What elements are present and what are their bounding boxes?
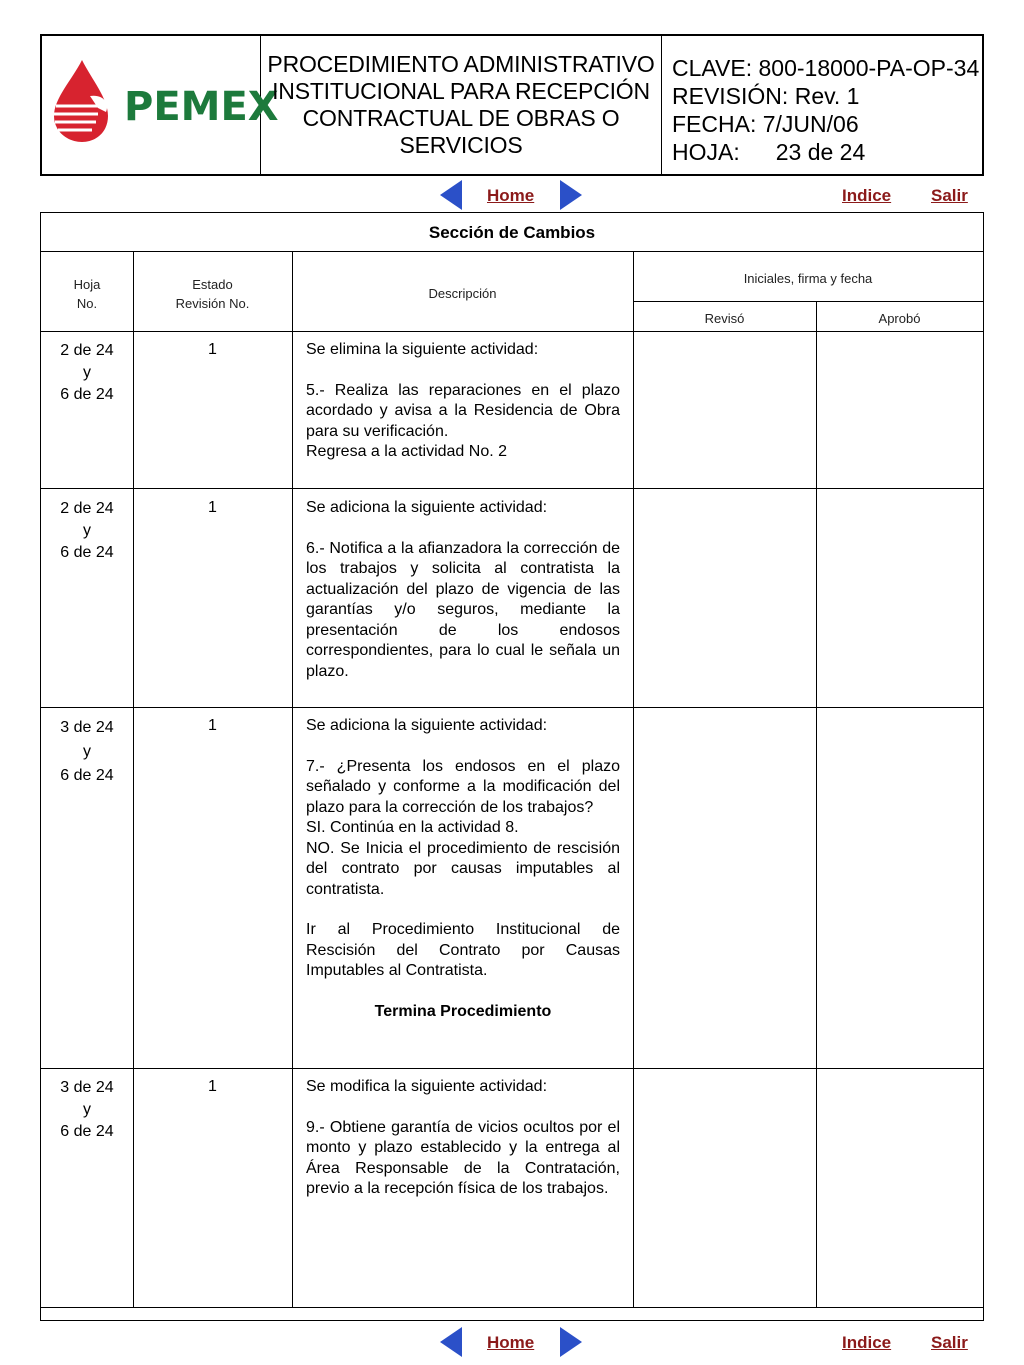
row2-hoja-y: y [83,522,91,539]
col-header-aprobo: Aprobó [878,311,921,326]
row4-hoja-b: 6 de 24 [60,1123,114,1140]
row2-estado: 1 [208,499,217,516]
row1-desc-spacer [306,361,620,381]
indice-link-top[interactable]: Indice [842,186,892,205]
row3-desc-termina: Termina Procedimiento [374,1002,552,1020]
col-hoja-line1: Hoja [73,277,101,292]
title-line-2: INSTITUCIONAL PARA RECEPCIÓN [272,78,650,104]
row4-hoja [41,1077,133,1143]
row4-desc-spacer [306,1098,620,1118]
prev-arrow-icon-bottom[interactable] [440,1327,462,1357]
home-link-bottom[interactable]: Home [487,1333,535,1352]
row3-hoja [41,716,133,788]
pemex-logo [42,36,279,174]
logo-text: PEMEX [124,84,279,130]
col-header-iniciales: Iniciales, firma y fecha [743,271,873,286]
title-line-4: SERVICIOS [399,132,523,158]
prev-arrow-icon[interactable] [440,180,462,210]
row3-desc-ir: Ir al Procedimiento Institucional de Rescisión del Contrato por Causas Imputables al Contratista. [306,921,620,979]
salir-link-top[interactable]: Salir [931,186,968,205]
row2-desc-line1: Se adiciona la siguiente actividad: [306,499,548,516]
document-header [40,34,984,176]
row4-hoja-a: 3 de 24 [60,1079,114,1096]
revision-line [672,82,982,110]
row3-desc-no: NO. Se Inicia el procedimiento de rescisión del contrato por causas imputables al contratista. [306,839,620,898]
col-estado-line1: Estado [192,277,233,292]
home-link-top[interactable]: Home [487,186,535,205]
salir-link-bottom[interactable]: Salir [931,1333,968,1352]
row3-hoja-b: 6 de 24 [60,767,114,784]
row1-desc-note: Regresa a la actividad No. 2 [306,443,507,460]
clave-line [672,54,982,82]
row3-desc-line1: Se adiciona la siguiente actividad: [306,717,548,734]
col-header-estado [133,275,292,313]
title-line-1: PROCEDIMIENTO ADMINISTRATIVO [267,51,655,77]
row2-desc-spacer [306,519,620,539]
next-arrow-icon[interactable] [560,180,582,210]
row3-desc-spacer3 [306,982,620,1002]
logo-cell [42,36,279,174]
row1-hoja-a: 2 de 24 [60,342,114,359]
clave-label: CLAVE: [672,55,753,81]
row1-descripcion [306,340,620,463]
indice-link-bottom[interactable]: Indice [842,1333,892,1352]
row3-desc-si: SI. Continúa en la actividad 8. [306,819,519,836]
row2-desc-activity: 6.- Notifica a la afianzadora la corrección de los trabajos y solicita al contratista la actualización del plazo de vigencia de las garantías y/o seguros, mediante la presentación de los endosos correspondientes, para lo cual le señala un plazo. [306,539,620,680]
col-header-reviso: Revisó [704,311,745,326]
hoja-value: 23 de 24 [775,139,866,165]
changes-table [40,212,984,1321]
revision-label: REVISIÓN: [672,83,789,109]
col-hoja-line2: No. [76,296,98,311]
title-cell [261,36,662,174]
clave-value: 800-18000-PA-OP-34 [758,55,980,81]
row1-hoja-y: y [83,364,91,381]
row3-hoja-a: 3 de 24 [60,719,114,736]
row3-estado: 1 [208,717,217,734]
row3-desc-activity: 7.- ¿Presenta los endosos en el plazo señalado y conforme a la modificación del plazo para la corrección de los trabajos? [306,757,620,816]
fecha-line [672,110,982,138]
row3-desc-spacer1 [306,737,620,757]
row1-estado: 1 [208,341,217,358]
col-header-descripcion: Descripción [428,286,497,301]
row2-descripcion [306,498,620,682]
row4-descripcion [306,1077,620,1200]
col-estado-line2: Revisión No. [175,296,250,311]
row2-hoja-a: 2 de 24 [60,500,114,517]
row4-desc-activity: 9.- Obtiene garantía de vicios ocultos por el monto y plazo establecido y la entrega al Área Responsable de la Contratación, previo a la recepción física de los trabajos. [306,1118,620,1197]
section-title: Sección de Cambios [428,223,596,242]
fecha-label: FECHA: [672,111,757,137]
row2-hoja [41,498,133,564]
row3-desc-spacer2 [306,900,620,920]
row4-estado: 1 [208,1078,217,1095]
row3-descripcion [306,716,620,1022]
row1-hoja-b: 6 de 24 [60,386,114,403]
title-line-3: CONTRACTUAL DE OBRAS O [302,105,620,131]
row2-hoja-b: 6 de 24 [60,544,114,561]
hoja-line [672,138,982,166]
fecha-value: 7/JUN/06 [762,111,859,137]
col-header-hoja [41,275,133,313]
row1-hoja [41,340,133,406]
document-meta [662,36,982,174]
hoja-label: HOJA: [672,139,740,165]
row1-desc-line1: Se elimina la siguiente actividad: [306,341,539,358]
row4-hoja-y: y [83,1101,91,1118]
next-arrow-icon-bottom[interactable] [560,1327,582,1357]
revision-value: Rev. 1 [794,83,860,109]
row3-hoja-y: y [83,743,91,760]
row1-desc-activity: 5.- Realiza las reparaciones en el plazo acordado y avisa a la Residencia de Obra para su verificación. [306,381,620,440]
document-title [267,51,654,159]
row4-desc-line1: Se modifica la siguiente actividad: [306,1078,548,1095]
